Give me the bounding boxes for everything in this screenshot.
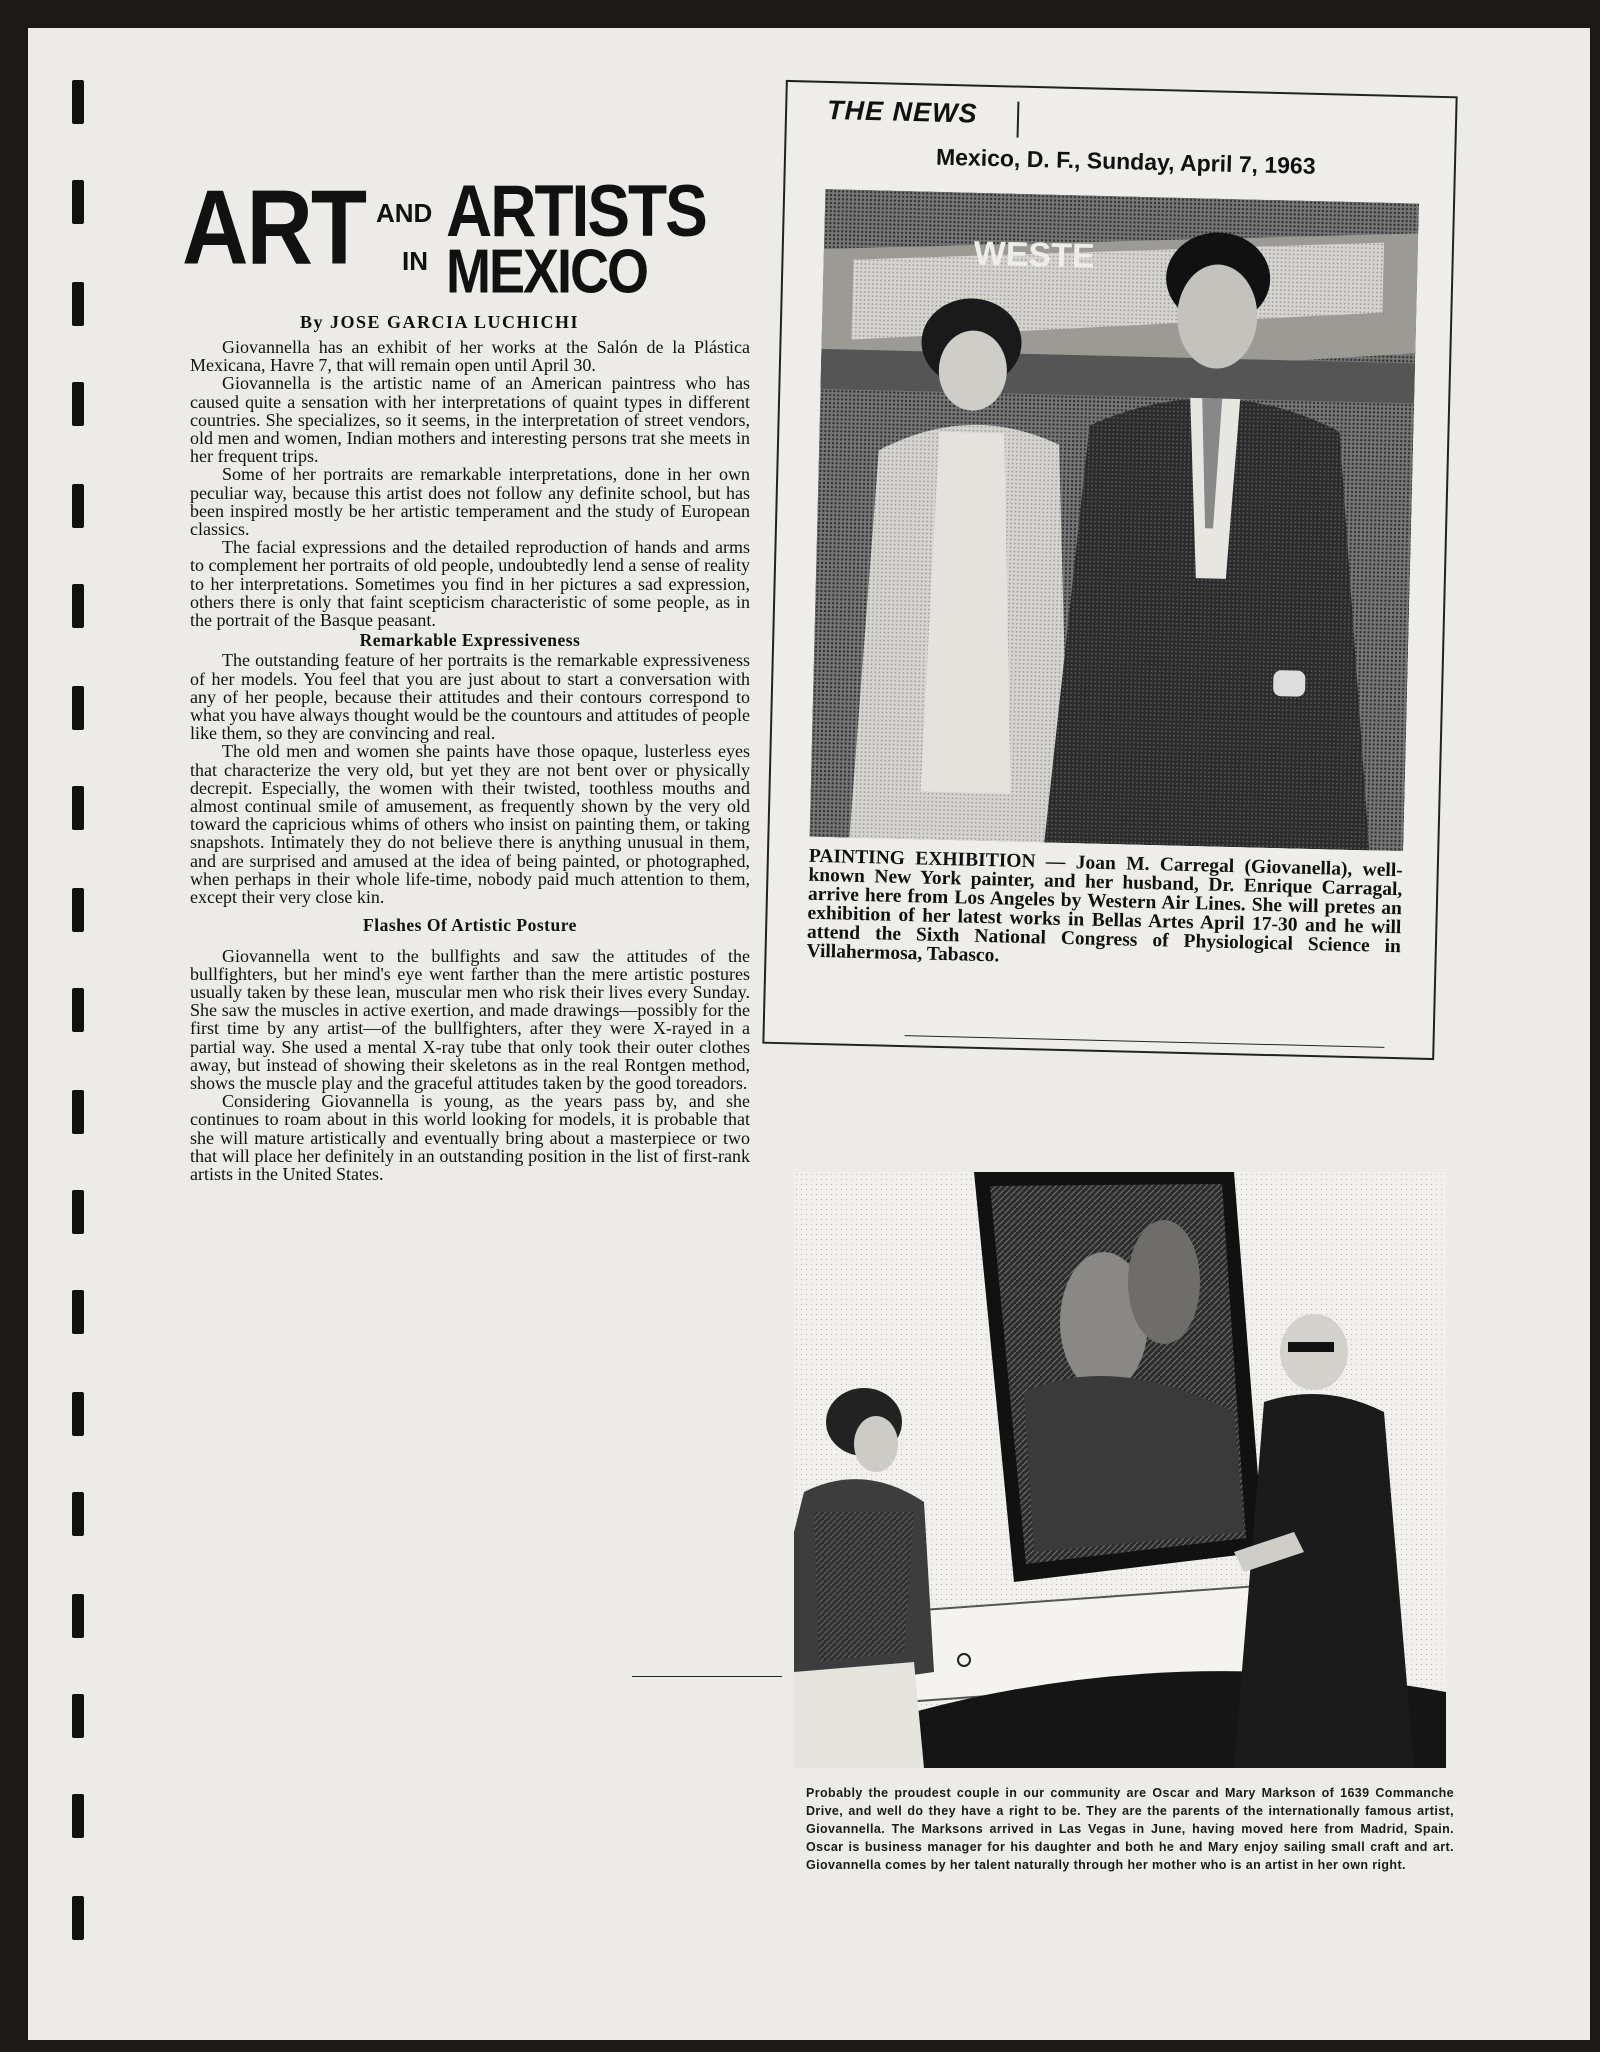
divider-rule <box>1017 102 1020 138</box>
binder-hole <box>72 686 84 730</box>
binder-hole <box>72 1090 84 1134</box>
masthead-mexico: MEXICO <box>446 237 648 307</box>
article-paragraph: The old men and women she paints have those opaque, lusterless eyes that characterize the very old, but yet they are not bent over or physically decrepit. Especially, the women with their twisted, toothless mouths and almost continual smile of amusement, as frequently shown by the very old toward the capricious whims of others who insist on painting them, or taking snapshots. Intimately they do not believe there is anything unusual in them, and are surprised and amused at the idea of being painted, or photographed, when perhaps in their whole life-time, nobody paid much attention to them, except their very close kin. <box>190 741 750 908</box>
binder-hole <box>72 888 84 932</box>
arrival-photo-graphic <box>809 189 1419 851</box>
binder-hole <box>72 1290 84 1334</box>
divider-rule <box>905 1035 1385 1048</box>
binder-hole <box>72 382 84 426</box>
binder-hole <box>72 1896 84 1940</box>
article-paragraph: Giovannella went to the bullfights and saw the attitudes of the bullfighters, but her mind's eye went farther than the mere artistic postures usually taken by these lean, muscular men who risk their lives every Sunday. She saw the muscles in active exertion, and made drawings—possibly for the first time by any artist—of the bullfighters, after they were X-rayed in a partial way. She used a mental X-ray tube that only took their outer clothes away, but instead of showing their skeletons as in the real Rontgen method, shows the muscle play and the graceful attitudes taken by the good toreadors. <box>190 945 750 1093</box>
article-subheading: Flashes Of Artistic Posture <box>363 915 577 936</box>
binder-hole <box>72 80 84 124</box>
markson-photo-graphic <box>794 1172 1446 1768</box>
newspaper-clipping <box>762 80 1457 1060</box>
binder-hole <box>72 1392 84 1436</box>
binder-hole <box>72 584 84 628</box>
masthead-and: AND <box>376 198 433 228</box>
binder-hole <box>72 282 84 326</box>
masthead-in: IN <box>402 246 428 276</box>
newspaper-caption: PAINTING EXHIBITION — Joan M. Carregal (Giovanella), well-known New York painter, and her husband, Dr. Enrique Carragal, arrive here from Los Angeles by Western Air Lines. She will pretes an exhibition of her latest works in Bellas Artes April 17-30 and he will attend the Sixth National Congress of Physiological Science in Villahermosa, Tabasco. <box>806 845 1403 967</box>
binder-hole <box>72 1190 84 1234</box>
markson-photo <box>794 1172 1446 1768</box>
markson-photo-caption: Probably the proudest couple in our community are Oscar and Mary Markson of 1639 Commanche Drive, and well do they have a right to be. They are the parents of the internationally famous artist, Giovannella. The Marksons arrived in Las Vegas in June, having moved here from Madrid, Spain. Oscar is business manager for his daughter and both he and Mary enjoy sailing small craft and art. Giovannella comes by her talent naturally through her mother who is an artist in her own right. <box>806 1786 1454 1872</box>
article-paragraph: Some of her portraits are remarkable interpretations, done in her own peculiar way, because this artist does not follow any definite school, but has been inspired mostly be her artistic temperament and the study of European classics. <box>190 464 750 540</box>
article-paragraph: Giovannella has an exhibit of her works at the Salón de la Plástica Mexicana, Havre 7, that will remain open until April 30. <box>190 337 750 376</box>
article-subheading: Remarkable Expressiveness <box>359 630 581 651</box>
newspaper-name: THE NEWS <box>826 94 978 129</box>
article-body <box>190 338 750 1183</box>
binder-hole <box>72 1492 84 1536</box>
binder-hole <box>72 484 84 528</box>
binder-hole <box>72 1694 84 1738</box>
article-paragraph: The outstanding feature of her portraits is the remarkable expressiveness of her models. You feel that you are just about to start a conversation with any of her people, because their attitudes and their contours correspond to what you have always thought would be the countours and attitudes of people like them, so they are convincing and real. <box>190 650 750 744</box>
binder-hole <box>72 1594 84 1638</box>
article-paragraph: Considering Giovannella is young, as the years pass by, and she continues to roam about in this world looking for models, it is probable that she will mature artistically and eventually bring about a masterpiece or two that will place her definitely in an outstanding position in the list of first-rank artists in the United States. <box>190 1091 750 1184</box>
arrival-photo <box>809 189 1419 851</box>
binder-hole <box>72 180 84 224</box>
masthead-artists: ARTISTS <box>446 169 706 252</box>
article-masthead <box>178 168 748 308</box>
plane-lettering: WESTE <box>973 234 1096 276</box>
newspaper-dateline: Mexico, D. F., Sunday, April 7, 1963 <box>935 143 1316 179</box>
binder-hole <box>72 988 84 1032</box>
divider-rule <box>632 1676 782 1677</box>
binder-hole <box>72 1794 84 1838</box>
masthead-art: ART <box>182 169 366 287</box>
article-paragraph: The facial expressions and the detailed reproduction of hands and arms to complement her portraits of old people, undoubtedly lend a sense of reality to her interpretations. Sometimes you find in her pictures a sad expression, others there is only that faint scepticism characteristic of some people, as in the portrait of the Basque peasant. <box>190 537 750 631</box>
article-byline: By JOSE GARCIA LUCHICHI <box>300 312 580 332</box>
article-paragraph: Giovannella is the artistic name of an American paintress who has caused quite a sensation with her interpretations of quaint types in different countries. She specializes, so it seems, in the interpretation of street vendors, old men and women, Indian mothers and interesting persons trat she meets in her frequent trips. <box>190 373 750 467</box>
binder-hole <box>72 786 84 830</box>
